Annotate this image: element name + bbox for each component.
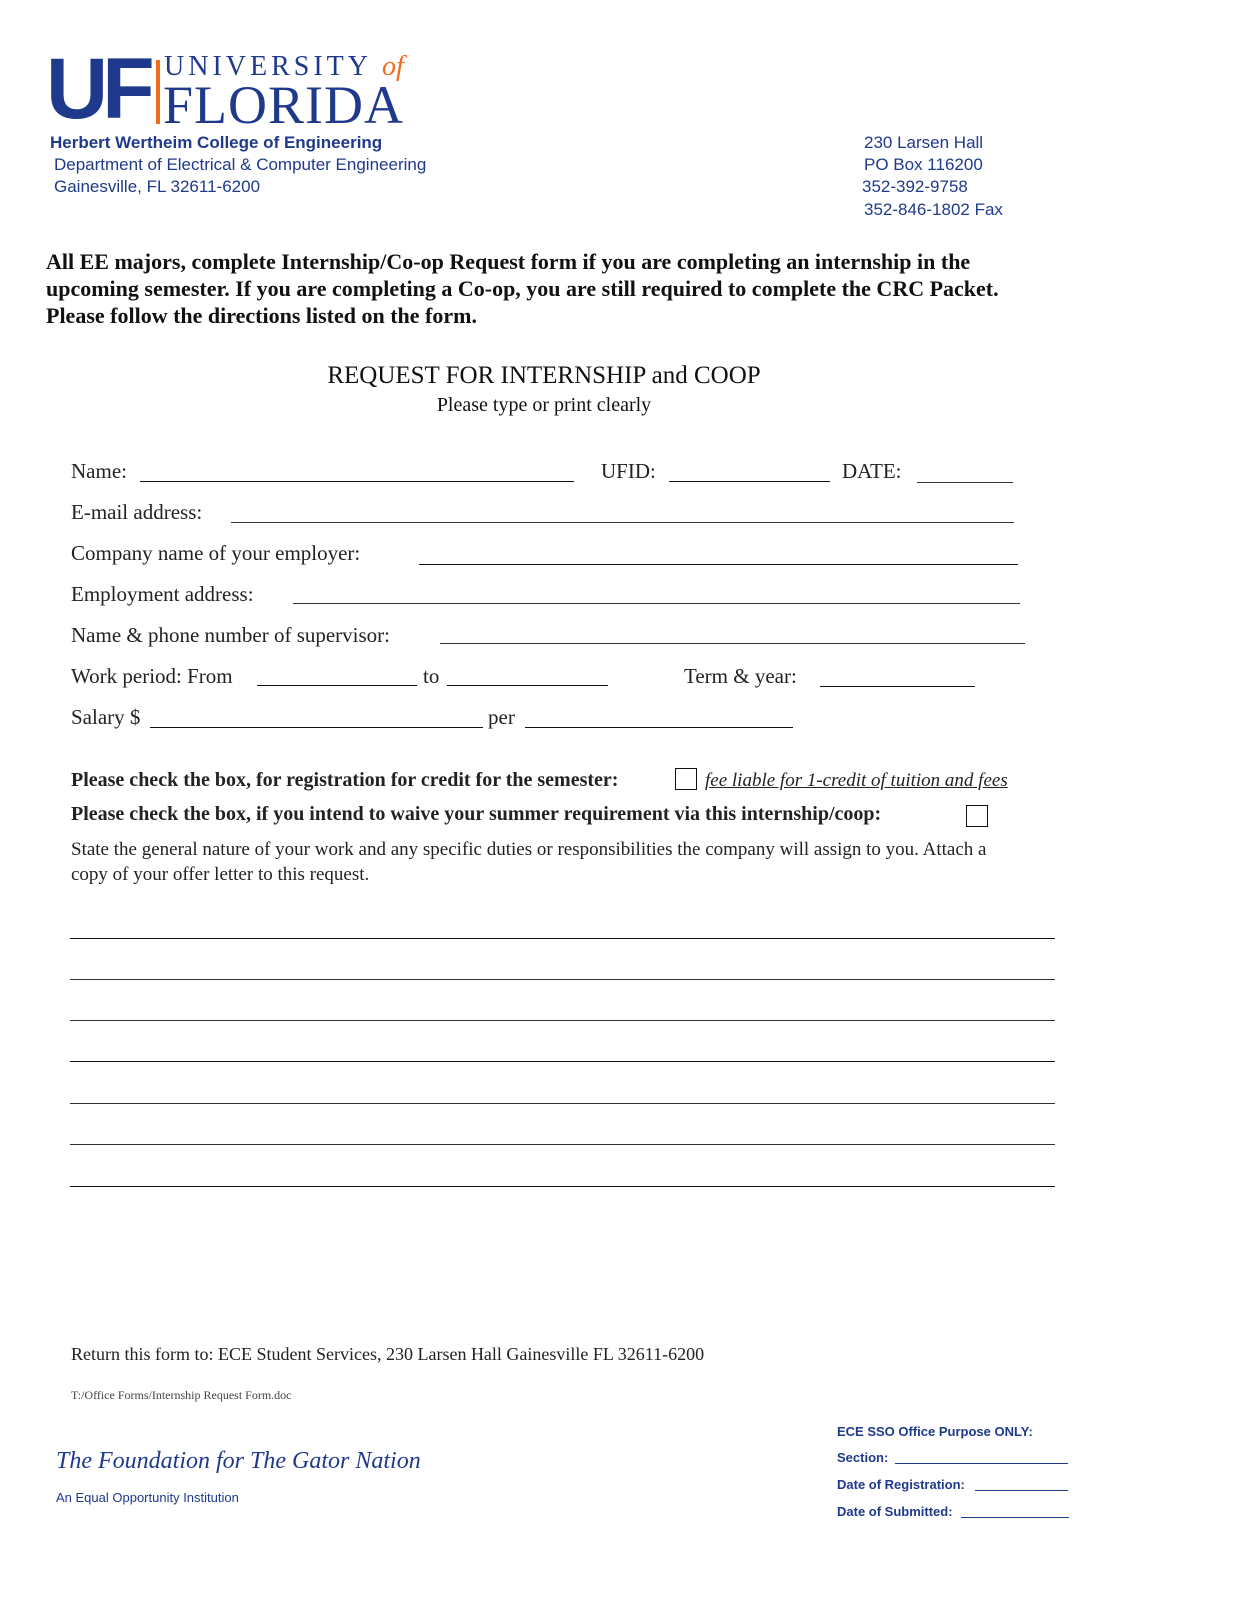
name-field[interactable]: [140, 481, 574, 482]
uf-logo-mark: UF: [46, 41, 149, 137]
employment-address-label: Employment address:: [71, 582, 254, 606]
address-line-1: 230 Larsen Hall: [864, 133, 984, 152]
gator-nation-slogan: The Foundation for The Gator Nation: [56, 1448, 421, 1474]
logo-university-word: UNIVERSITY: [164, 51, 371, 82]
logo-of: of: [381, 51, 404, 82]
office-section-label: Section:: [837, 1450, 889, 1465]
address-line-2: PO Box 116200: [864, 155, 983, 174]
per-field[interactable]: [525, 727, 793, 728]
work-from-field[interactable]: [257, 685, 417, 686]
intro-paragraph: All EE majors, complete Internship/Co-op Request form if you are completing an internship in the upcoming semester. If you are completing a Co-op, you are still required to complete the CRC Packet. Please follow the directions listed on the form.: [46, 249, 999, 328]
company-field[interactable]: [419, 564, 1018, 565]
logo-florida: FLORIDA: [163, 75, 405, 135]
salary-field[interactable]: [150, 727, 483, 728]
credit-checkbox[interactable]: [675, 768, 697, 790]
duties-instructions: State the general nature of your work and any specific duties or responsibilities the company will assign to you. Attach a copy of your offer letter to this request.: [71, 839, 987, 885]
file-path: T:/Office Forms/Internship Request Form.doc: [71, 1388, 292, 1402]
equal-opportunity: An Equal Opportunity Institution: [56, 1490, 239, 1505]
department-name: Department of Electrical & Computer Engineering: [54, 155, 427, 174]
office-date-registration-label: Date of Registration:: [837, 1477, 965, 1492]
term-year-field[interactable]: [820, 686, 975, 687]
waive-check-label: Please check the box, if you intend to waive your summer requirement via this internship/coop:: [71, 803, 882, 825]
answer-line[interactable]: [70, 979, 1055, 980]
answer-line[interactable]: [70, 1186, 1055, 1187]
office-date-submitted-field[interactable]: [961, 1517, 1069, 1518]
office-date-submitted-label: Date of Submitted:: [837, 1504, 953, 1519]
salary-label: Salary $: [71, 705, 141, 729]
phone-number: 352-392-9758: [862, 177, 968, 196]
office-date-registration-field[interactable]: [975, 1490, 1068, 1491]
date-field[interactable]: [917, 482, 1013, 483]
answer-line[interactable]: [70, 938, 1055, 939]
form-subtitle: Please type or print clearly: [436, 394, 652, 416]
ufid-label: UFID:: [601, 459, 656, 483]
work-from-label: Work period: From: [71, 664, 233, 688]
answer-line[interactable]: [70, 1144, 1055, 1145]
answer-line[interactable]: [70, 1061, 1055, 1062]
work-to-field[interactable]: [447, 685, 608, 686]
city-line: Gainesville, FL 32611-6200: [54, 177, 261, 196]
waive-checkbox[interactable]: [966, 805, 988, 827]
logo-divider: [156, 60, 160, 124]
office-section-field[interactable]: [895, 1463, 1068, 1464]
credit-check-label: Please check the box, for registration for credit for the semester:: [71, 769, 619, 791]
email-label: E-mail address:: [71, 500, 203, 524]
name-label: Name:: [71, 459, 127, 483]
supervisor-label: Name & phone number of supervisor:: [71, 623, 391, 647]
company-label: Company name of your employer:: [71, 541, 361, 565]
employment-address-field[interactable]: [293, 603, 1020, 604]
office-use-title: ECE SSO Office Purpose ONLY:: [837, 1424, 1033, 1439]
date-label: DATE:: [842, 459, 902, 483]
ufid-field[interactable]: [669, 481, 830, 482]
answer-line[interactable]: [70, 1103, 1055, 1104]
per-label: per: [488, 705, 515, 729]
term-year-label: Term & year:: [684, 664, 797, 688]
supervisor-field[interactable]: [440, 643, 1025, 644]
return-instructions: Return this form to: ECE Student Services, 230 Larsen Hall Gainesville FL 32611-6200: [71, 1344, 705, 1364]
email-field[interactable]: [231, 522, 1014, 523]
answer-line[interactable]: [70, 1020, 1055, 1021]
college-name: Herbert Wertheim College of Engineering: [50, 133, 383, 152]
credit-fee-note: fee liable for 1-credit of tuition and fees: [705, 770, 1008, 791]
fax-number: 352-846-1802 Fax: [864, 200, 1003, 219]
work-to-label: to: [423, 664, 440, 688]
form-title: REQUEST FOR INTERNSHIP and COOP: [327, 362, 761, 389]
